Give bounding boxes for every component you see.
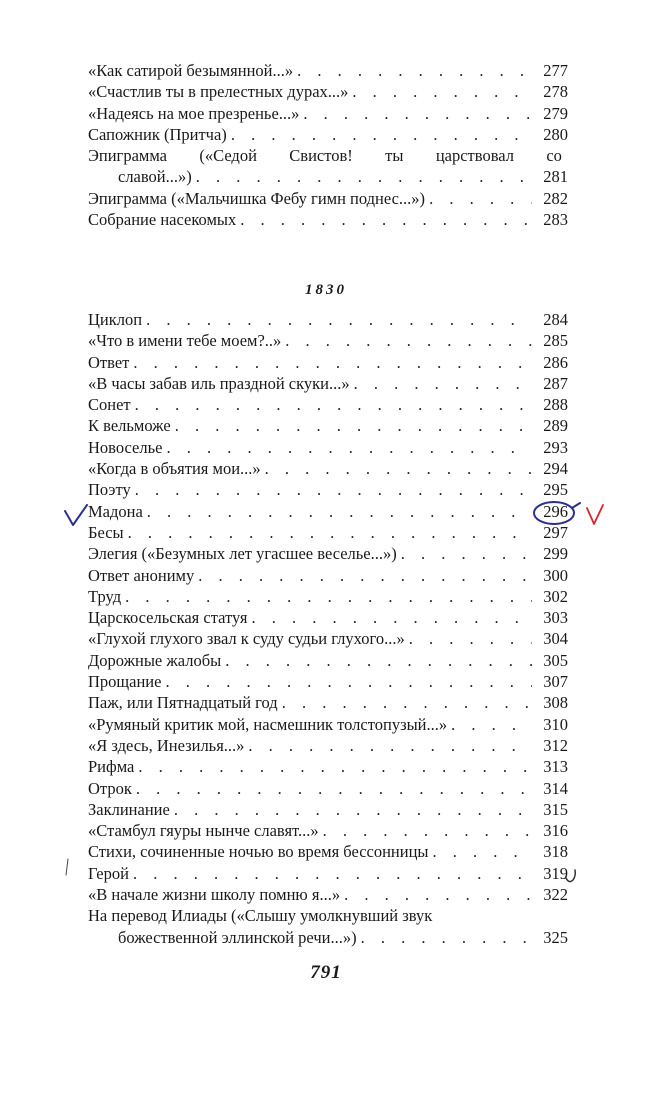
entry-page: 289 — [543, 416, 568, 436]
toc-entry[interactable] — [88, 458, 568, 479]
entry-title: Сонет — [88, 395, 131, 415]
entry-title: «Глухой глухого звал к суду судьи глухого...» — [88, 629, 405, 649]
entry-title: «Счастлив ты в прелестных дурах...» — [88, 82, 349, 102]
toc-entry[interactable] — [88, 628, 568, 649]
entry-page: 322 — [543, 885, 568, 905]
dot-leader — [348, 81, 532, 102]
dot-leader — [142, 309, 532, 330]
dot-leader — [293, 60, 532, 81]
dot-leader — [129, 863, 532, 884]
entry-title: «Я здесь, Инезилья...» — [88, 735, 245, 755]
entry-page: 281 — [543, 167, 568, 187]
toc-entry[interactable] — [88, 799, 568, 820]
title-word: Эпиграмма — [88, 146, 167, 166]
entry-title: Поэту — [88, 480, 131, 500]
dot-leader — [192, 166, 532, 187]
title-word: ты — [385, 146, 404, 166]
entry-page: 316 — [543, 821, 568, 841]
pen-stroke-icon — [64, 858, 70, 876]
dot-leader — [319, 820, 532, 841]
dot-leader — [161, 671, 532, 692]
toc-entry[interactable] — [88, 714, 568, 735]
dot-leader — [247, 607, 532, 628]
toc-entry-multiline[interactable] — [88, 145, 568, 188]
entry-title: «Стамбул гяуры нынче славят...» — [88, 821, 319, 841]
entry-page: 294 — [543, 459, 568, 479]
toc-entry-multiline[interactable] — [88, 905, 568, 948]
dot-leader — [405, 628, 532, 649]
toc-entry[interactable] — [88, 863, 568, 884]
dot-leader — [170, 799, 532, 820]
entry-page: 285 — [543, 331, 568, 351]
dot-leader — [227, 124, 532, 145]
toc-entry[interactable] — [88, 437, 568, 458]
dot-leader — [132, 778, 532, 799]
entry-page: 302 — [543, 586, 568, 606]
toc-entry[interactable] — [88, 188, 568, 209]
entry-title: К вельможе — [88, 416, 171, 436]
dot-leader — [194, 565, 532, 586]
dot-leader — [447, 714, 532, 735]
toc-entry[interactable] — [88, 415, 568, 436]
entry-page: 312 — [543, 735, 568, 755]
pen-circle-icon — [532, 498, 582, 528]
entry-title: Царскосельская статуя — [88, 608, 248, 628]
entry-page: 313 — [543, 757, 568, 777]
entry-title: «В часы забав иль праздной скуки...» — [88, 373, 350, 393]
entry-page: 315 — [543, 799, 568, 819]
page-number: 791 — [310, 962, 342, 983]
dot-leader — [299, 103, 532, 124]
entry-page: 305 — [543, 650, 568, 670]
entry-page: 288 — [543, 395, 568, 415]
toc-entry[interactable] — [88, 692, 568, 713]
entry-page: 304 — [543, 629, 568, 649]
toc-entry[interactable] — [88, 778, 568, 799]
entry-page: 307 — [543, 672, 568, 692]
title-word: со — [546, 146, 562, 166]
entry-title: Труд — [88, 586, 122, 606]
toc-entry[interactable] — [88, 394, 568, 415]
entry-page: 318 — [543, 842, 568, 862]
dot-leader — [357, 927, 532, 948]
dot-leader — [397, 543, 532, 564]
toc-entry[interactable] — [88, 650, 568, 671]
entry-page: 310 — [543, 714, 568, 734]
toc-entry[interactable] — [88, 309, 568, 330]
toc-entry[interactable] — [88, 124, 568, 145]
entry-page: 287 — [543, 373, 568, 393]
dot-leader — [124, 522, 532, 543]
dot-leader — [143, 501, 532, 522]
toc-entry[interactable] — [88, 756, 568, 777]
entry-title: «Как сатирой безымянной...» — [88, 61, 294, 80]
entry-title: Эпиграмма («Мальчишка Фебу гимн поднес...») — [88, 188, 426, 208]
dot-leader — [171, 415, 532, 436]
entry-title-continued: славой...») — [118, 167, 192, 187]
toc-entry[interactable] — [88, 820, 568, 841]
dot-leader — [261, 458, 532, 479]
entry-page: 293 — [543, 437, 568, 457]
toc-entry[interactable] — [88, 81, 568, 102]
entry-page: 280 — [543, 124, 568, 144]
entry-title-line2 — [88, 166, 568, 187]
entry-title: Ответ — [88, 352, 130, 372]
dot-leader — [278, 692, 532, 713]
entry-page: 286 — [543, 352, 568, 372]
entry-title-line1 — [88, 145, 568, 166]
entry-title: «Когда в объятия мои...» — [88, 459, 261, 479]
toc-entry[interactable] — [88, 501, 568, 522]
title-word: царствовал — [435, 146, 514, 166]
entry-page: 283 — [543, 210, 568, 230]
toc-entry[interactable] — [88, 330, 568, 351]
entry-title-line2 — [88, 927, 568, 948]
toc-entry[interactable] — [88, 735, 568, 756]
toc-entry[interactable] — [88, 841, 568, 862]
toc-entry[interactable] — [88, 352, 568, 373]
entry-title-continued: божественной эллинской речи...») — [118, 927, 357, 947]
red-checkmark-icon — [585, 504, 605, 526]
toc-entry[interactable] — [88, 565, 568, 586]
entry-page: 279 — [543, 103, 568, 123]
entry-page: 278 — [543, 82, 568, 102]
entry-title: Мадона — [88, 501, 143, 521]
dot-leader — [429, 841, 533, 862]
toc-entry[interactable] — [88, 543, 568, 564]
entry-page: 319 — [543, 863, 568, 883]
dot-leader — [131, 479, 532, 500]
entry-title: Паж, или Пятнадцатый год — [88, 693, 278, 713]
entry-page: 299 — [543, 544, 568, 564]
entry-title: Ответ анониму — [88, 565, 195, 585]
entry-title: Собрание насекомых — [88, 210, 237, 230]
entry-title: На перевод Илиады («Слышу умолкнувший звук — [88, 906, 433, 926]
entry-page: 297 — [543, 522, 568, 542]
toc-entry[interactable] — [88, 373, 568, 394]
pen-tick-icon — [563, 868, 579, 886]
entry-title: «Что в имени тебе моем?..» — [88, 331, 282, 351]
dot-leader — [236, 209, 532, 230]
dot-leader — [162, 437, 532, 458]
entry-page: 308 — [543, 693, 568, 713]
dot-leader — [131, 394, 532, 415]
toc-entry[interactable] — [88, 103, 568, 124]
entry-title: Прощание — [88, 672, 162, 692]
toc-entry[interactable] — [88, 522, 568, 543]
dot-leader — [129, 352, 532, 373]
entry-title: Заклинание — [88, 799, 170, 819]
entry-title: Элегия («Безумных лет угасшее веселье...») — [88, 544, 397, 564]
entry-title: Новоселье — [88, 437, 163, 457]
entry-page: 277 — [543, 61, 568, 80]
entry-title: «Румяный критик мой, насмешник толстопузый...» — [88, 714, 448, 734]
dot-leader — [340, 884, 532, 905]
dot-leader — [121, 586, 532, 607]
entry-title — [88, 145, 568, 166]
entry-page: 300 — [543, 565, 568, 585]
entry-title-line1 — [88, 905, 568, 926]
entry-title: Сапожник (Притча) — [88, 124, 227, 144]
toc-entry[interactable] — [88, 60, 568, 81]
toc-entry[interactable] — [88, 884, 568, 905]
dot-leader — [244, 735, 532, 756]
entry-page: 314 — [543, 778, 568, 798]
toc-main-list — [88, 309, 568, 948]
toc-entry[interactable] — [88, 671, 568, 692]
entry-title: Стихи, сочиненные ночью во время бессонницы — [88, 842, 429, 862]
entry-title: Циклоп — [88, 310, 143, 329]
entry-title: «Надеясь на мое презренье...» — [88, 103, 300, 123]
dot-leader — [281, 330, 532, 351]
dot-leader — [425, 188, 532, 209]
dot-leader — [350, 373, 532, 394]
entry-title: Герой — [88, 863, 129, 883]
toc-entry[interactable] — [88, 479, 568, 500]
entry-title: Отрок — [88, 778, 132, 798]
entry-page: 282 — [543, 188, 568, 208]
toc-top-list — [88, 60, 568, 230]
entry-title: Дорожные жалобы — [88, 650, 222, 670]
title-word: Свистов! — [289, 146, 353, 166]
toc-entry[interactable] — [88, 607, 568, 628]
entry-page: 303 — [543, 608, 568, 628]
pen-checkmark-icon — [63, 503, 89, 529]
title-word: («Седой — [199, 146, 257, 166]
entry-page: 284 — [543, 310, 568, 329]
entry-title: Бесы — [88, 522, 124, 542]
toc-entry[interactable] — [88, 586, 568, 607]
entry-page: 295 — [543, 480, 568, 500]
dot-leader — [134, 756, 532, 777]
entry-title: «В начале жизни школу помню я...» — [88, 885, 341, 905]
year-heading: 1830 — [305, 282, 347, 298]
toc-entry[interactable] — [88, 209, 568, 230]
entry-page: 325 — [543, 927, 568, 947]
entry-page: 296 — [543, 501, 568, 521]
entry-title: Рифма — [88, 757, 135, 777]
dot-leader — [221, 650, 532, 671]
